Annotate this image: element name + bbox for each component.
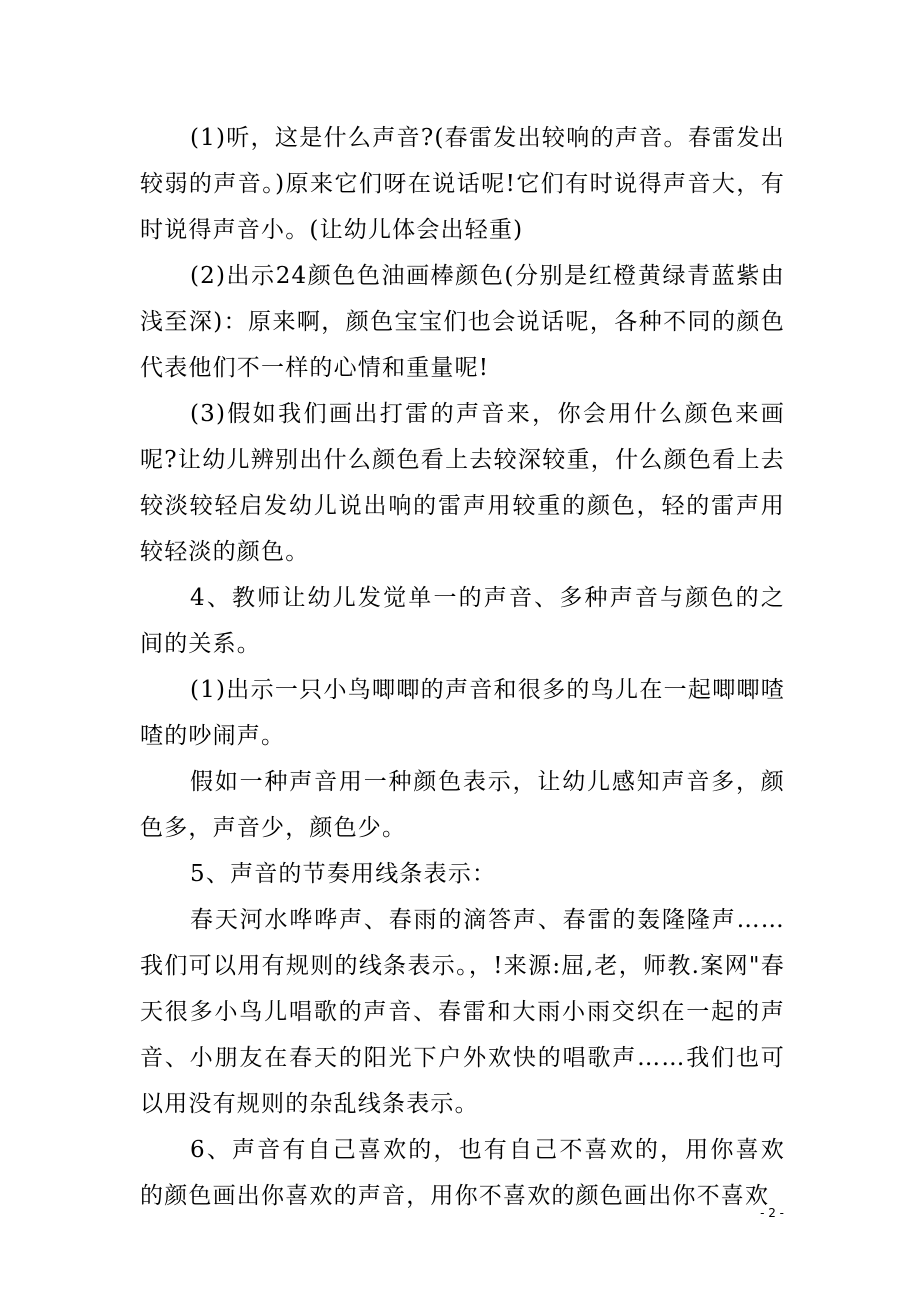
- body-text: [140, 115, 785, 1219]
- paragraph: (1)听，这是什么声音?(春雷发出较响的声音。春雷发出较弱的声音。)原来它们呀在说话呢!它们有时说得声音大，有时说得声音小。(让幼儿体会出轻重): [140, 125, 785, 243]
- paragraph: (1)出示一只小鸟唧唧的声音和很多的鸟儿在一起唧唧喳喳的吵闹声。: [140, 677, 785, 749]
- paragraph: 5、声音的节奏用线条表示：: [190, 861, 497, 887]
- paragraph: 春天河水哗哗声、春雨的滴答声、春雷的轰隆隆声……我们可以用有规则的线条表示。，!来源:屈,老，师教.案网"春天很多小鸟儿唱歌的声音、春雷和大雨小雨交织在一起的声音、小朋友在春天的阳光下户外欢快的唱歌声……我们也可以用没有规则的杂乱线条表示。: [140, 907, 785, 1117]
- paragraph: 6、声音有自己喜欢的，也有自己不喜欢的，用你喜欢的颜色画出你喜欢的声音，用你不喜欢的颜色画出你不喜欢: [140, 1137, 785, 1209]
- paragraph: (2)出示24颜色色油画棒颜色(分别是红橙黄绿青蓝紫由浅至深)：原来啊，颜色宝宝们也会说话呢，各种不同的颜色代表他们不一样的心情和重量呢!: [140, 263, 785, 381]
- page-number: - 2 -: [760, 1206, 784, 1220]
- paragraph: 4、教师让幼儿发觉单一的声音、多种声音与颜色的之间的关系。: [140, 585, 785, 657]
- paragraph: (3)假如我们画出打雷的声音来，你会用什么颜色来画呢?让幼儿辨别出什么颜色看上去较深较重，什么颜色看上去较淡较轻启发幼儿说出响的雷声用较重的颜色，轻的雷声用较轻淡的颜色。: [140, 401, 785, 565]
- paragraph: 假如一种声音用一种颜色表示，让幼儿感知声音多，颜色多，声音少，颜色少。: [140, 769, 785, 841]
